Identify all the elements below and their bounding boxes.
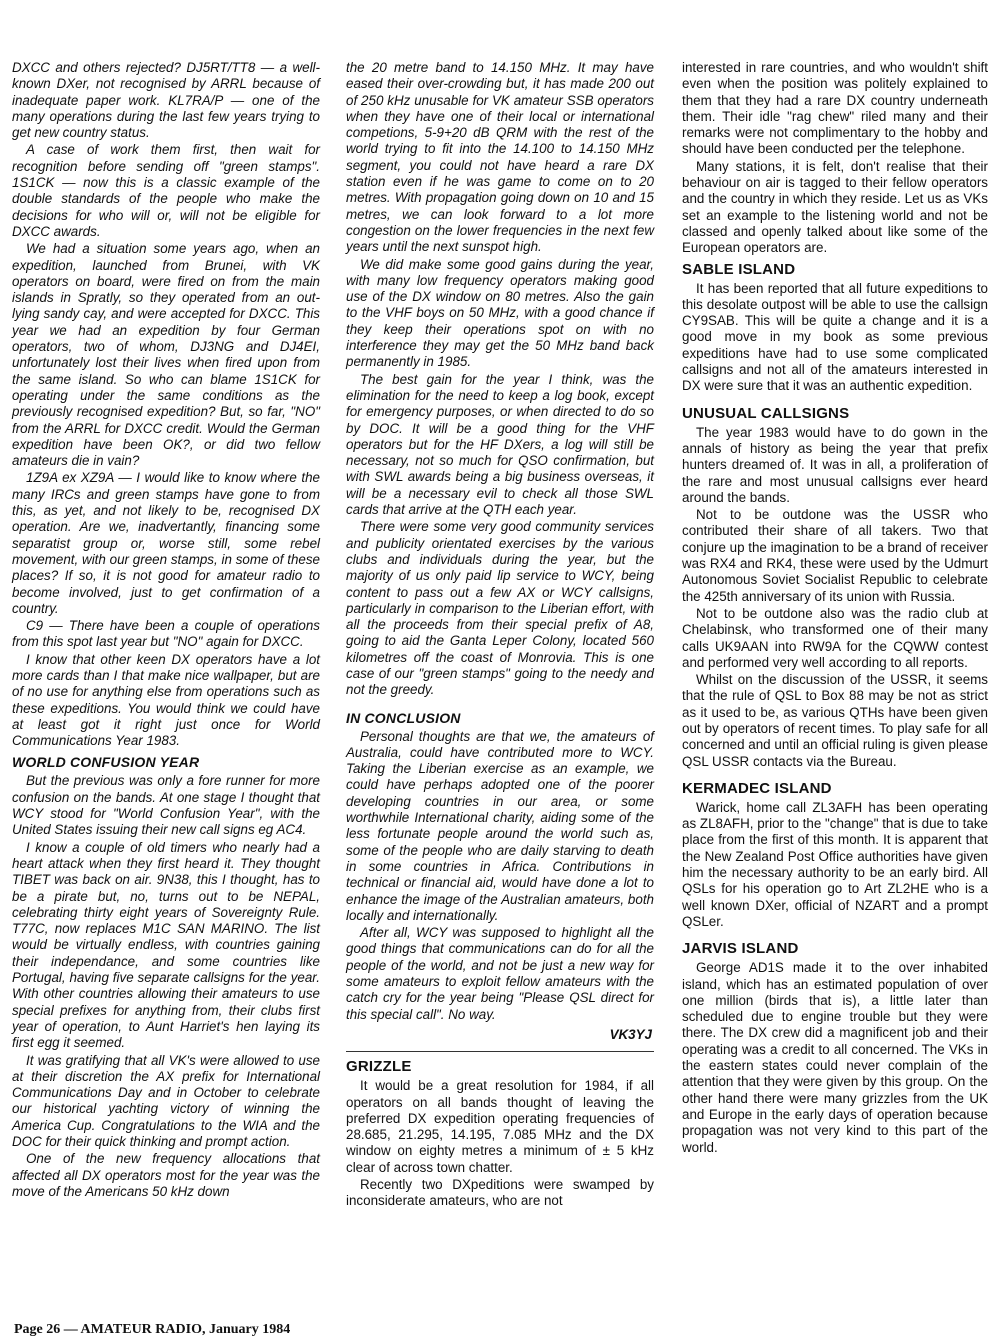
section-heading: UNUSUAL CALLSIGNS [682, 404, 850, 422]
column-3 [682, 60, 988, 1157]
paragraph: I know a couple of old timers who nearly had a heart attack when they first heard it. They thought TIBET was back on air. 9N38, this I thought, has to be a pirate but, no, turns out to be NEPAL, celebrating thirty eight years of Sovereignty Rule. T77C, now replaces M1C SAN MARINO. The list would be virtually endless, with countries gaining their independance, and some countries like Portugal, having five separate callsigns for the year. With other countries allowing their amateurs to use special prefixes for anything from, their clubs first year of operation, to Aunt Harriet's hen laying its first egg it seemed. [12, 839, 320, 1051]
paragraph: C9 — There have been a couple of operations from this spot last year but "NO" again for DXCC. [12, 618, 320, 650]
page-footer: Page 26 — AMATEUR RADIO, January 1984 [14, 1322, 291, 1337]
paragraph: Personal thoughts are that we, the amateurs of Australia, could have contributed more to WCY. Taking the Liberian exercise as an example, we could have perhaps adopted one of the poorer developing countries in our area, or some worthwhile International charity, aiding some of the less fortunate people around the world such as, some of the people who are daily starving to death in some countries in Africa. Contributions in technical or financial aid, would have done a lot to enhance the image of the Australian amateurs, both locally and internationally. [346, 728, 654, 923]
paragraph: I know that other keen DX operators have a lot more cards than I that make nice wallpaper, but are of no use for anything else from operations such as these expeditions. You would think we could have at least got it right just once for World Communications Year 1983. [12, 651, 320, 749]
paragraph: Many stations, it is felt, don't realise that their behaviour on air is tagged to their fellow operators and the country in which they reside. Let us as VKs set an example to the listening world and not be classed and openly talked about like some of the European operators are. [682, 158, 988, 256]
column-1 [12, 60, 320, 1201]
paragraph: It has been reported that all future expeditions to this desolate outpost will be able to use the callsign CY9SAB. This will be quite a change and it is a good move in my book as some previous expeditions have had to use some complicated callsigns and not all of the amateurs interested in DX were sure that it was an authentic expedition. [682, 280, 988, 394]
section-heading: KERMADEC ISLAND [682, 779, 832, 797]
paragraph: There were some very good community services and publicity orientated exercises by the various clubs and individuals during the year, but the majority of us only paid lip service to WCY, being content to pass out a few AX or WCY callsigns, particularly in comparison to the Liberian effort, with all the proceeds from their special prefix of A8, going to aid the Ganta Leper Colony, located 560 kilometres off the coast of Monrovia. This is one case of our "green stamps" going to the needy and not the greedy. [346, 519, 654, 698]
author-signature: VK3YJ [609, 1026, 652, 1042]
paragraph: It was gratifying that all VK's were allowed to use at their discretion the AX prefix for International Communications Day and in October to celebrate our historical yachting victory of winning the America Cup. Congratulations to the WIA and the DOC for their quick thinking and prompt action. [12, 1052, 320, 1149]
section-heading: GRIZZLE [346, 1058, 412, 1076]
column-2 [346, 60, 654, 1211]
paragraph: the 20 metre band to 14.150 MHz. It may have eased their over-crowding but, it has made 200 out of 250 kHz unusable for VK amateur SSB operators when they have one of their local or international competions, 5-9+20 dB QRM with the rest of the world trying to fit into the 14.100 to 14.150 MHz segment, you could not have heard a rare DX station even if he was game to come on to 20 metres. With propagation going down on 10 and 15 metres, we can look forward to a lot more congestion on the lower frequencies in the next few years until the next sunspot high. [346, 60, 654, 255]
paragraph: Not to be outdone also was the radio club at Chelabinsk, who transformed one of their many calls UK9AAN into RW9A for the CQWW contest and performed very well according to all reports. [682, 605, 988, 670]
paragraph: DXCC and others rejected? DJ5RT/TT8 — a well-known DXer, not recognised by ARRL because of inadequate paper work. KL7RA/P — one of the many operations during the last few years trying to get new country status. [12, 60, 320, 141]
section-heading: WORLD CONFUSION YEAR [12, 754, 200, 771]
paragraph: A case of work them first, then wait for recognition before sending off "green stamps". 1S1CK — now this is a classic example of the double standards of the people who make the decisions for who will or, will not be eligible for DXCC awards. [12, 142, 320, 239]
paragraph: Warick, home call ZL3AFH has been operating as ZL8AFH, prior to the "change" that is due to take place from the first of this month. It is apparent that the New Zealand Post Office authorities have given him the necessary authority to be an early bird. All QSLs for his operation go to Art ZL2HE who is a well known DXer, official of NZART and a prompt QSLer. [682, 799, 988, 929]
paragraph: interested in rare countries, and who wouldn't shift even when the position was politely explained to them that they had a rare DX country underneath them. Their idle "rag chew" riled many and their remarks were not complimentary to the hobby and should have been conducted per the telephone. [682, 60, 988, 157]
section-heading: IN CONCLUSION [346, 709, 461, 726]
paragraph: It would be a great resolution for 1984, if all operators on all bands thought of leaving the preferred DX expedition operating frequencies of 28.685, 21.295, 14.195, 7.085 MHz and the DX window on eighty metres a minimum of ± 5 kHz clear of across town chatter. [346, 1078, 654, 1175]
paragraph: We did make some good gains during the year, with many low frequency operators making good use of the DX window on 80 metres. Also the gain to the VHF boys on 50 MHz, with a good chance if they keep their operations spot on with no interference they may get the 50 MHz band back permanently in 1985. [346, 256, 654, 370]
italic-continuation [346, 60, 654, 1043]
paragraph: We had a situation some years ago, when an expedition, launched from Brunei, with VK operators on board, were fired on from the main islands in Spratly, so they operated from an out-lying sandy cay, and were accepted for DXCC. This year we had an expedition by four German operators, two of whom, DJ3NG and DJ4EI, unfortunately lost their lives when fired upon from the same island. So who can blame 1S1CK for operating under the same conditions as the previously recognised expedition? But, so far, "NO" from the ARRL for DXCC credit. Would the German expedition have been OK?, or did two fellow amateurs die in vain? [12, 241, 320, 469]
paragraph: The year 1983 would have to do gown in the annals of history as being the year that prefix hunters dreamed of. It was in all, a proliferation of the rare and most unusual callsigns ever heard around the bands. [682, 424, 988, 505]
paragraph: But the previous was only a fore runner for more confusion on the bands. At one stage I thought that WCY stood for "World Confusion Year", with the United States issuing their new call signs eg AC4. [12, 773, 320, 838]
paragraph: Not to be outdone was the USSR who contributed their share of all takers. Two that conjure up the imagination to be a brand of receiver was RX4 and RK4, these were used by the Udmurt Autonomous Soviet Socialist Republic to celebrate the 425th anniversary of its union with Russia. [682, 507, 988, 604]
paragraph: One of the new frequency allocations that affected all DX operators most for the year was the move of the Americans 50 kHz down [12, 1151, 320, 1199]
section-heading: JARVIS ISLAND [682, 940, 799, 958]
paragraph: George AD1S made it to the over inhabited island, which has an estimated population of over one million (birds that is), a little later than scheduled due to engine trouble but they were there. The DX crew did a magnificent job and their operating was a credit to all concerned. The VKs in the eastern states could never complain of the attention that they were given by this group. On the other hand there were many grizzles from the UK and Europe in the early days of operation because propagation was not very kind to this part of the world. [682, 960, 988, 1155]
paragraph: Recently two DXpeditions were swamped by inconsiderate amateurs, who are not [346, 1177, 654, 1209]
paragraph: After all, WCY was supposed to highlight all the good things that communications can do for all the people of the world, and not be just a new way for some amateurs to exploit fellow amateurs with the catch cry for the year being "Please QSL direct for this special call". No way. [346, 925, 654, 1022]
paragraph: Whilst on the discussion of the USSR, it seems that the rule of QSL to Box 88 may be not as strict as it used to be, as various QTHs have been given out by operators of recent times. To play safe for all concerned and until an official ruling is given please QSL USSR contacts via the Bureau. [682, 672, 988, 769]
section-heading: SABLE ISLAND [682, 260, 796, 278]
divider [346, 1051, 654, 1052]
paragraph: 1Z9A ex XZ9A — I would like to know where the many IRCs and green stamps have gone to from this, as yet, and not likely to be, recognised DX operation. Are we, inadvertantly, financing some separatist group or, worse still, some rebel movement, with our green stamps, in some of these places? If so, it is not good for amateur radio to become involved, just to get confirmation of a country. [12, 470, 320, 616]
paragraph: The best gain for the year I think, was the elimination for the need to keep a log book, except for emergency purposes, or when directed to do so by DOC. It will be a good thing for the VHF operators but for the HF DXers, a log will still be necessary, not so much for QSO confirmation, but with SWL awards being a big business overseas, it will be a necessary evil to check all those SWL cards that arrive at the QTH each year. [346, 371, 654, 518]
